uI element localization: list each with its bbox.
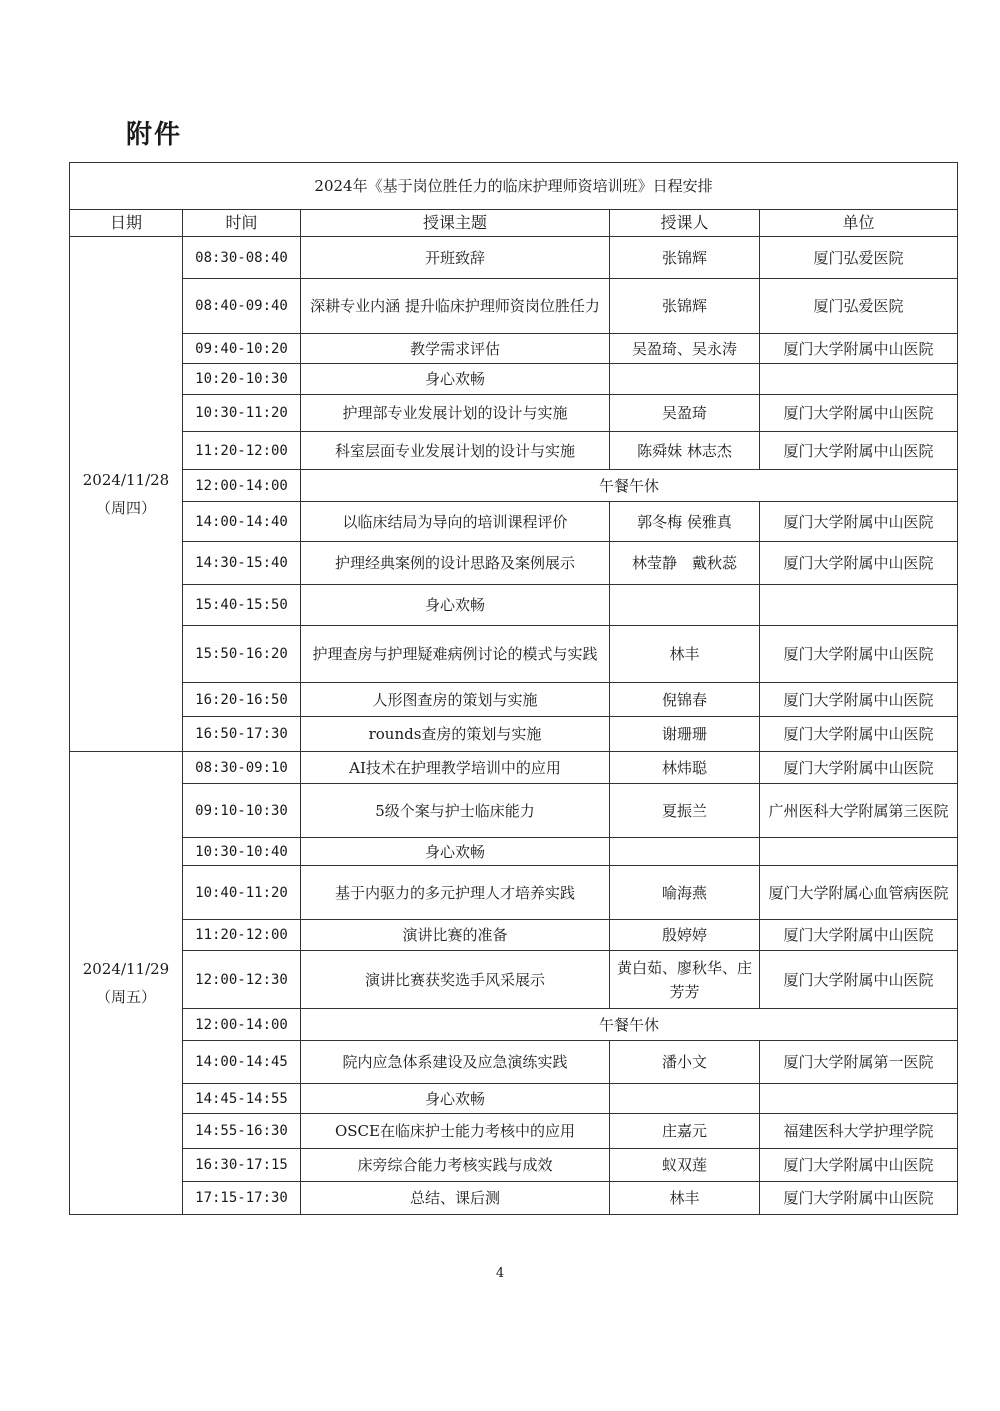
unit-cell: 厦门大学附属中山医院	[760, 1149, 958, 1182]
table-row	[70, 683, 958, 717]
table-row	[70, 920, 958, 951]
time-cell: 14:00-14:40	[183, 502, 301, 542]
header-lecturer: 授课人	[610, 210, 760, 237]
unit-cell: 厦门大学附属心血管病医院	[760, 866, 958, 920]
time-cell: 16:50-17:30	[183, 717, 301, 752]
topic-cell: 演讲比赛的准备	[301, 920, 610, 951]
unit-cell: 厦门大学附属中山医院	[760, 334, 958, 364]
time-cell: 08:40-09:40	[183, 279, 301, 334]
lecturer-cell: 陈舜妹 林志杰	[610, 432, 760, 470]
unit-cell: 厦门大学附属中山医院	[760, 432, 958, 470]
table-row	[70, 1084, 958, 1114]
weekday-day1: （周四）	[95, 499, 156, 517]
lecturer-cell: 倪锦春	[610, 683, 760, 717]
topic-cell: 护理查房与护理疑难病例讨论的模式与实践	[301, 626, 610, 683]
table-row-lunch	[70, 1009, 958, 1041]
lecturer-cell	[610, 364, 760, 395]
unit-cell	[760, 838, 958, 866]
lecturer-cell: 吴盈琦	[610, 395, 760, 432]
time-cell: 10:40-11:20	[183, 866, 301, 920]
topic-cell: 深耕专业内涵 提升临床护理师资岗位胜任力	[301, 279, 610, 334]
page-heading: 附件	[126, 120, 183, 150]
topic-cell: 身心欢畅	[301, 364, 610, 395]
table-row	[70, 784, 958, 838]
lecturer-cell: 潘小文	[610, 1041, 760, 1084]
unit-cell	[760, 1084, 958, 1114]
schedule-table	[69, 162, 958, 1215]
lecturer-cell: 张锦辉	[610, 279, 760, 334]
topic-cell: 教学需求评估	[301, 334, 610, 364]
unit-cell: 厦门弘爱医院	[760, 279, 958, 334]
time-cell: 17:15-17:30	[183, 1182, 301, 1215]
weekday-day2: （周五）	[95, 988, 156, 1006]
date-cell-day1	[70, 237, 183, 752]
topic-cell: 院内应急体系建设及应急演练实践	[301, 1041, 610, 1084]
time-cell: 16:20-16:50	[183, 683, 301, 717]
table-row	[70, 432, 958, 470]
table-row	[70, 1149, 958, 1182]
lecturer-cell: 林莹静 戴秋蕊	[610, 542, 760, 585]
time-cell: 15:50-16:20	[183, 626, 301, 683]
header-time: 时间	[183, 210, 301, 237]
unit-cell: 厦门大学附属中山医院	[760, 683, 958, 717]
lunch-cell: 午餐午休	[301, 1009, 958, 1041]
date-cell-day2	[70, 752, 183, 1215]
time-cell: 10:30-11:20	[183, 395, 301, 432]
time-cell: 09:40-10:20	[183, 334, 301, 364]
time-cell: 14:00-14:45	[183, 1041, 301, 1084]
lecturer-cell: 林炜聪	[610, 752, 760, 784]
table-row	[70, 866, 958, 920]
topic-cell: OSCE在临床护士能力考核中的应用	[301, 1114, 610, 1149]
unit-cell: 厦门大学附属中山医院	[760, 502, 958, 542]
unit-cell: 厦门大学附属中山医院	[760, 920, 958, 951]
header-topic: 授课主题	[301, 210, 610, 237]
time-cell: 11:20-12:00	[183, 432, 301, 470]
topic-cell: 以临床结局为导向的培训课程评价	[301, 502, 610, 542]
time-cell: 14:30-15:40	[183, 542, 301, 585]
lecturer-cell: 谢珊珊	[610, 717, 760, 752]
lecturer-cell: 喻海燕	[610, 866, 760, 920]
unit-cell: 厦门大学附属中山医院	[760, 717, 958, 752]
lecturer-cell: 黄白茹、廖秋华、庄芳芳	[610, 951, 760, 1009]
time-cell: 08:30-09:10	[183, 752, 301, 784]
topic-cell: 科室层面专业发展计划的设计与实施	[301, 432, 610, 470]
lecturer-cell	[610, 585, 760, 626]
header-date: 日期	[70, 210, 183, 237]
unit-cell: 厦门大学附属中山医院	[760, 626, 958, 683]
lecturer-cell	[610, 1084, 760, 1114]
topic-cell: rounds查房的策划与实施	[301, 717, 610, 752]
time-cell: 16:30-17:15	[183, 1149, 301, 1182]
lecturer-cell: 林丰	[610, 626, 760, 683]
lecturer-cell	[610, 838, 760, 866]
table-row	[70, 951, 958, 1009]
topic-cell: 演讲比赛获奖选手风采展示	[301, 951, 610, 1009]
topic-cell: 护理部专业发展计划的设计与实施	[301, 395, 610, 432]
time-cell: 12:00-12:30	[183, 951, 301, 1009]
topic-cell: 5级个案与护士临床能力	[301, 784, 610, 838]
topic-cell: 开班致辞	[301, 237, 610, 279]
unit-cell: 厦门大学附属中山医院	[760, 1182, 958, 1215]
time-cell: 12:00-14:00	[183, 1009, 301, 1041]
table-row	[70, 1182, 958, 1215]
unit-cell: 广州医科大学附属第三医院	[760, 784, 958, 838]
lecturer-cell: 吴盈琦、吴永涛	[610, 334, 760, 364]
table-row	[70, 717, 958, 752]
table-row	[70, 542, 958, 585]
date-day1: 2024/11/28	[82, 471, 170, 489]
header-row	[70, 210, 958, 237]
lecturer-cell: 夏振兰	[610, 784, 760, 838]
table-row	[70, 364, 958, 395]
topic-cell: 身心欢畅	[301, 1084, 610, 1114]
header-unit: 单位	[760, 210, 958, 237]
table-row	[70, 1114, 958, 1149]
unit-cell: 厦门大学附属中山医院	[760, 951, 958, 1009]
unit-cell: 厦门大学附属中山医院	[760, 542, 958, 585]
lecturer-cell: 张锦辉	[610, 237, 760, 279]
unit-cell: 厦门大学附属第一医院	[760, 1041, 958, 1084]
unit-cell: 厦门大学附属中山医院	[760, 395, 958, 432]
time-cell: 10:20-10:30	[183, 364, 301, 395]
table-row	[70, 838, 958, 866]
time-cell: 12:00-14:00	[183, 470, 301, 502]
topic-cell: AI技术在护理教学培训中的应用	[301, 752, 610, 784]
topic-cell: 床旁综合能力考核实践与成效	[301, 1149, 610, 1182]
table-row	[70, 752, 958, 784]
table-row	[70, 334, 958, 364]
time-cell: 11:20-12:00	[183, 920, 301, 951]
page-number: 4	[495, 1266, 505, 1281]
unit-cell	[760, 585, 958, 626]
lunch-cell: 午餐午休	[301, 470, 958, 502]
time-cell: 10:30-10:40	[183, 838, 301, 866]
lecturer-cell: 林丰	[610, 1182, 760, 1215]
unit-cell	[760, 364, 958, 395]
table-row	[70, 585, 958, 626]
table-row	[70, 279, 958, 334]
time-cell: 14:45-14:55	[183, 1084, 301, 1114]
table-row	[70, 502, 958, 542]
table-row-lunch	[70, 470, 958, 502]
topic-cell: 身心欢畅	[301, 585, 610, 626]
topic-cell: 人形图查房的策划与实施	[301, 683, 610, 717]
topic-cell: 总结、课后测	[301, 1182, 610, 1215]
lecturer-cell: 郭冬梅 侯雅真	[610, 502, 760, 542]
time-cell: 08:30-08:40	[183, 237, 301, 279]
topic-cell: 身心欢畅	[301, 838, 610, 866]
lecturer-cell: 殷婷婷	[610, 920, 760, 951]
lecturer-cell: 蚁双莲	[610, 1149, 760, 1182]
date-day2: 2024/11/29	[82, 960, 170, 978]
lecturer-cell: 庄嘉元	[610, 1114, 760, 1149]
time-cell: 09:10-10:30	[183, 784, 301, 838]
unit-cell: 厦门大学附属中山医院	[760, 752, 958, 784]
topic-cell: 护理经典案例的设计思路及案例展示	[301, 542, 610, 585]
unit-cell: 福建医科大学护理学院	[760, 1114, 958, 1149]
table-row	[70, 626, 958, 683]
table-title: 2024年《基于岗位胜任力的临床护理师资培训班》日程安排	[70, 163, 958, 210]
time-cell: 15:40-15:50	[183, 585, 301, 626]
time-cell: 14:55-16:30	[183, 1114, 301, 1149]
table-row	[70, 237, 958, 279]
table-row	[70, 1041, 958, 1084]
topic-cell: 基于内驱力的多元护理人才培养实践	[301, 866, 610, 920]
table-row	[70, 395, 958, 432]
unit-cell: 厦门弘爱医院	[760, 237, 958, 279]
